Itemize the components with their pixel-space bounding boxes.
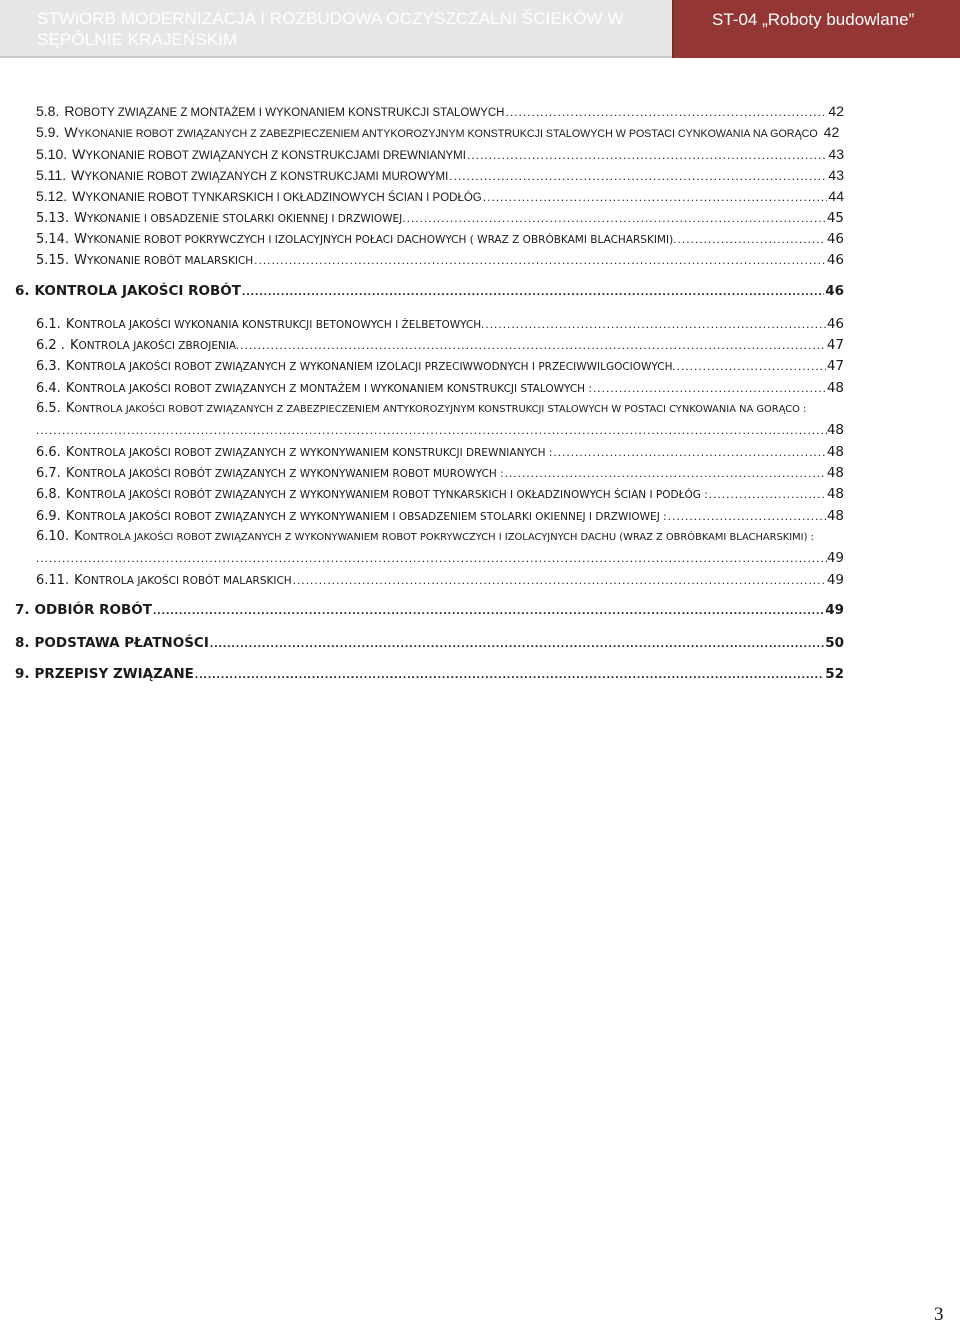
toc-section-6[interactable] [15,283,844,299]
toc-leader-dots [668,508,826,524]
toc-entry-6-11[interactable] [36,572,844,589]
toc-section-8[interactable] [15,635,844,651]
toc-entry-6-2[interactable] [36,337,844,354]
toc-entry-page: 48 [826,444,844,460]
toc-entry-5-14[interactable] [36,231,844,248]
toc-entry-number: 5.14. [36,232,70,247]
toc-leader-dots [153,602,824,618]
toc-entry-page: 47 [826,358,844,374]
toc-entry-number: 6.4. [36,381,61,396]
header-title-line-1: STWiORB MODERNIZACJA I ROZBUDOWA OCZYSZCZALNI ŚCIEKÓW W [37,9,624,28]
toc-entry-number: 6.7. [36,466,61,481]
page-header [0,0,960,58]
toc-entry-title: WYKONANIE ROBOT POKRYWCZYCH I IZOLACYJNYCH POŁACI DACHOWYCH ( WRAZ Z OBRÓBKAMI BLACHARSKIMI). [74,232,677,247]
toc-entry-number: 6.1. [36,317,61,332]
toc-leader-dots [485,316,825,332]
toc-entry-title: WYKONANIE ROBOT ZWIĄZANYCH Z ZABEZPIECZENIEM ANTYKOROZYJNYM KONSTRUKCJI STALOWYCH W POSTACI CYNKOWANIA NA GORĄCO [64,124,818,140]
toc-section-title: PODSTAWA PŁATNOŚCI [34,635,209,651]
toc-entry-number: 5.13. [36,211,70,226]
toc-section-7[interactable] [15,602,844,618]
toc-entry-title: KONTROLA JAKOŚCI ROBÓT ZWIĄZANYCH Z WYKONYWANIEM ROBOT TYNKARSKICH I OKŁADZINOWYCH ŚCIAN I PODŁÓG : [65,487,708,502]
toc-leader-dots [483,189,828,205]
toc-entry-number: 6.6. [36,445,61,460]
toc-entry-page: 48 [826,465,844,481]
toc-entry-title: WYKONANIE ROBOT TYNKARSKICH I OKŁADZINOWYCH ŚCIAN I PODŁÓG [72,188,482,204]
toc-leader-dots [293,572,826,588]
toc-entry-page: 49 [826,572,844,588]
toc-entry-title: WYKONANIE I OBSADZENIE STOLARKI OKIENNEJ I DRZWIOWEJ. [74,211,406,226]
toc-entry-title: KONTROLA JAKOŚCI ROBÓT ZWIĄZANYCH Z WYKONYWANIEM ROBOT MUROWYCH : [65,466,504,481]
toc-section-page: 49 [825,602,844,618]
toc-entry-title: KONTROLA JAKOŚCI ROBOT ZWIĄZANYCH Z WYKONYWANIEM KONSTRUKCJI DREWNIANYCH : [65,445,553,460]
toc-entry-number: 5.9. [36,124,60,140]
toc-section-page: 46 [825,283,844,299]
toc-leader-dots [678,231,826,247]
header-spec-label [672,0,960,58]
toc-section-page: 52 [825,666,844,682]
toc-entry-page: 49 [826,550,844,566]
toc-leader-dots [210,635,824,651]
toc-entry-5-15[interactable] [36,252,844,269]
toc-entry-number: 5.12. [36,188,68,204]
toc-leader-dots [36,551,827,565]
toc-entry-6-5[interactable] [36,401,844,418]
toc-leader-dots [593,380,826,396]
toc-leader-dots [505,465,826,481]
page-number: 3 [934,1304,944,1325]
toc-entry-number: 5.15. [36,253,70,268]
toc-entry-page: 43 [828,146,844,162]
toc-entry-page: 48 [826,508,844,524]
toc-entry-number: 6.11. [36,573,70,588]
toc-entry-title: KONTROLA JAKOŚCI ROBOT ZWIĄZANYCH Z WYKONANIEM IZOLACJI PRZECIWWODNYCH I PRZECIWWILGOCIOWYCH. [65,359,676,374]
toc-entry-6-6[interactable] [36,444,844,461]
toc-leader-dots [242,283,824,299]
toc-entry-number: 6.8. [36,487,61,502]
toc-section-number: 9. [15,666,30,682]
toc-leader-dots [449,168,827,184]
toc-leader-dots [505,104,827,120]
toc-entry-title: WYKONANIE ROBÓT MALARSKICH [74,253,254,268]
toc-entry-title: KONTROLA JAKOŚCI WYKONANIA KONSTRUKCJI BETONOWYCH I ŻELBETOWYCH. [65,317,485,332]
toc-leader-dots [254,252,826,268]
toc-entry-title: KONTROLA JAKOŚCI ROBOT ZWIĄZANYCH Z ZABEZPIECZENIEM ANTYKOROZYJNYM KONSTRUKCJI STALOWYCH W POSTACI CYNKOWANIA NA GORĄCO : [65,401,807,416]
toc-entry-6-3[interactable] [36,358,844,375]
toc-entry-title: KONTROLA JAKOŚCI ZBROJENIA. [69,338,240,353]
toc-entry-5-9[interactable] [36,124,844,142]
toc-entry-page: 42 [828,103,844,119]
toc-entry-6-10[interactable] [36,529,844,546]
toc-entry-page: 44 [828,188,844,204]
toc-section-page: 50 [825,635,844,651]
toc-entry-title: KONTROLA JAKOŚCI ROBOT ZWIĄZANYCH Z MONTAŻEM I WYKONANIEM KONSTRUKCJI STALOWYCH : [65,381,592,396]
toc-entry-title: KONTROLA JAKOŚCI ROBOT ZWIĄZANYCH Z WYKONYWANIEM I OBSADZENIEM STOLARKI OKIENNEJ I DRZWIOWEJ : [65,509,667,524]
toc-entry-page: 48 [826,422,844,438]
toc-leader-dots [709,486,826,502]
toc-entry-page: 43 [828,167,844,183]
toc-entry-page: 42 [823,124,840,140]
toc-section-title: KONTROLA JAKOŚCI ROBÓT [34,283,241,299]
toc-leader-dots [467,147,827,163]
toc-entry-6-8[interactable] [36,486,844,503]
toc-entry-page: 48 [826,380,844,396]
toc-leader-dots [195,666,824,682]
toc-section-title: ODBIÓR ROBÓT [34,602,152,618]
toc-section-number: 6. [15,283,30,299]
toc-leader-dots [240,337,826,353]
toc-leader-dots [677,358,826,374]
toc-entry-number: 6.5. [36,401,61,416]
toc-entry-number: 5.8. [36,103,60,119]
toc-entry-title: WYKONANIE ROBOT ZWIĄZANYCH Z KONSTRUKCJAMI DREWNIANYMI [72,146,466,162]
toc-section-title: PRZEPISY ZWIĄZANE [34,666,194,682]
toc-entry-5-10[interactable] [36,146,844,164]
toc-entry-6-7[interactable] [36,465,844,482]
toc-entry-number: 6.2 . [36,338,65,353]
spec-code-label: ST-04 „Roboty budowlane” [712,10,915,29]
toc-entry-5-13[interactable] [36,210,844,227]
header-title-line-2: SĘPÓLNIE KRAJEŃSKIM [37,30,238,49]
toc-entry-title: KONTROLA JAKOŚCI ROBOT ZWIĄZANYCH Z WYKONYWANIEM ROBOT POKRYWCZYCH I IZOLACYJNYCH DACHU (WRAZ Z OBRÓBKAMI BLACHARSKIMI) : [74,529,814,544]
toc-entry-6-4[interactable] [36,380,844,397]
toc-entry-6-10-continuation[interactable] [36,550,844,566]
toc-entry-5-12[interactable] [36,188,844,206]
toc-entry-page: 46 [826,231,844,247]
toc-entry-page: 47 [826,337,844,353]
toc-entry-5-11[interactable] [36,167,844,185]
toc-entry-number: 6.10. [36,529,70,544]
toc-entry-page: 46 [826,316,844,332]
toc-entry-number: 5.11. [36,167,67,183]
toc-entry-page: 45 [826,210,844,226]
toc-section-number: 8. [15,635,30,651]
toc-entry-number: 5.10. [36,146,68,162]
toc-entry-title: KONTROLA JAKOŚCI ROBÓT MALARSKICH [74,573,292,588]
toc-entry-6-1[interactable] [36,316,844,333]
toc-entry-page: 46 [826,252,844,268]
toc-leader-dots [407,210,826,226]
toc-entry-5-8[interactable] [36,103,844,121]
toc-entry-title: WYKONANIE ROBOT ZWIĄZANYCH Z KONSTRUKCJAMI MUROWYMI [71,167,449,183]
toc-entry-page: 48 [826,486,844,502]
toc-leader-dots [36,423,827,437]
toc-entry-number: 6.3. [36,359,61,374]
toc-entry-number: 6.9. [36,509,61,524]
toc-section-number: 7. [15,602,30,618]
toc-section-9[interactable] [15,666,844,682]
header-document-title [0,0,672,58]
toc-entry-6-9[interactable] [36,508,844,525]
toc-entry-6-5-continuation[interactable] [36,422,844,438]
toc-entry-title: ROBOTY ZWIĄZANE Z MONTAŻEM I WYKONANIEM KONSTRUKCJI STALOWYCH [64,103,505,119]
toc-leader-dots [553,444,825,460]
